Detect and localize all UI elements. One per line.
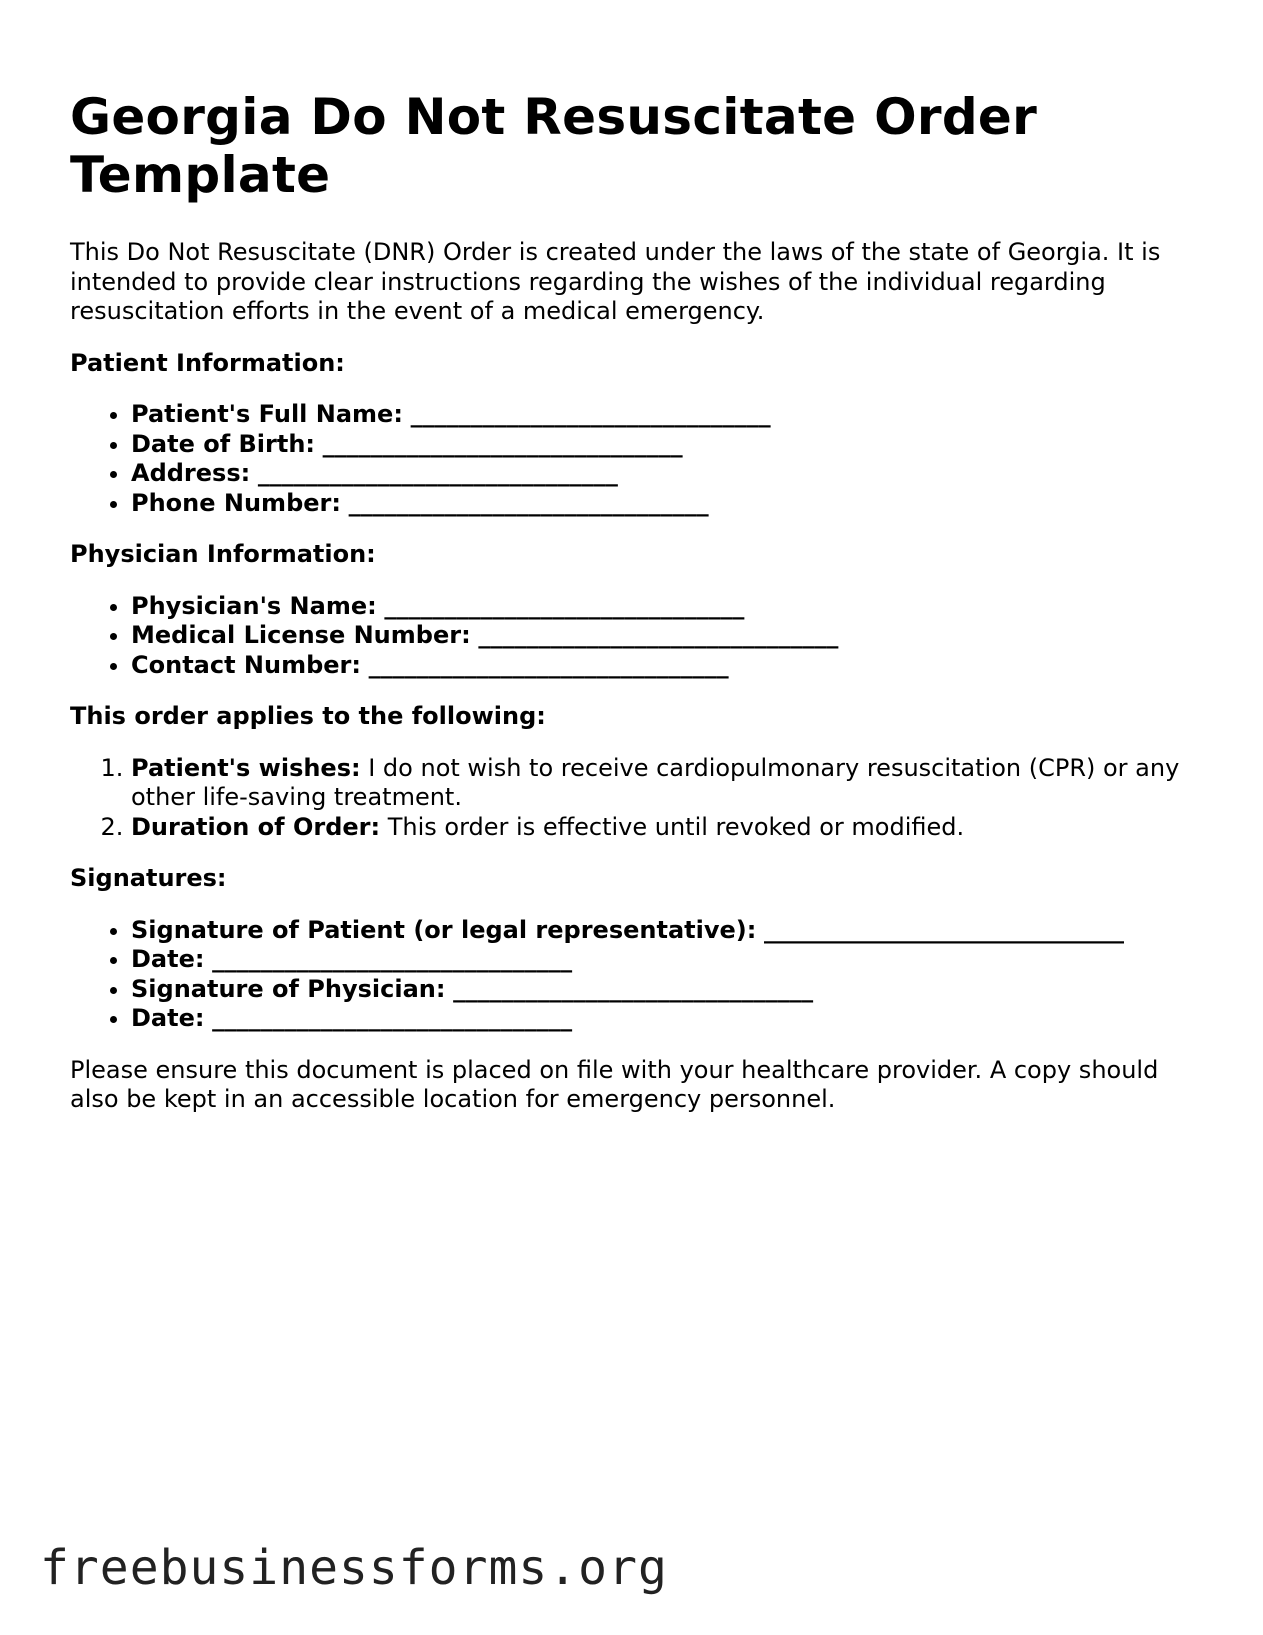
signature-fields-list — [70, 916, 1200, 1034]
field-label: Signature of Patient (or legal representative): — [131, 915, 757, 944]
fill-in-blank[interactable]: ______________________________ — [763, 915, 1124, 944]
patient-name-field — [131, 400, 1200, 430]
address-field — [131, 459, 1200, 489]
field-label: Medical License Number: — [131, 621, 471, 649]
duration-item — [131, 813, 1200, 843]
physician-signature-field — [131, 975, 1200, 1005]
fill-in-blank[interactable]: ______________________________ — [322, 429, 683, 458]
field-label: Date: — [131, 1004, 205, 1032]
field-label: Date of Birth: — [131, 429, 316, 458]
patient-section-heading: Patient Information: — [70, 348, 345, 377]
item-text: I do not wish to receive cardiopulmonary resuscitation (CPR) or any other life-saving treatment. — [131, 753, 1180, 811]
physician-name-field — [131, 592, 1200, 622]
date-of-birth-field — [131, 430, 1200, 460]
contact-number-field — [131, 651, 1200, 681]
fill-in-blank[interactable]: ______________________________ — [410, 400, 771, 428]
fill-in-blank[interactable]: ______________________________ — [212, 1004, 573, 1032]
closing-paragraph: Please ensure this document is placed on file with your healthcare provider. A copy should also be kept in an accessible location for emergency personnel. — [70, 1055, 1159, 1113]
watermark-text: freebusinessforms.org — [40, 1540, 668, 1596]
order-section-heading: This order applies to the following: — [70, 702, 546, 730]
physician-fields-list — [70, 592, 1200, 681]
phone-number-field — [131, 489, 1200, 519]
item-text: This order is effective until revoked or modified. — [380, 812, 965, 841]
field-label: Phone Number: — [131, 488, 341, 517]
fill-in-blank[interactable]: ______________________________ — [368, 650, 729, 679]
physician-date-field — [131, 1004, 1200, 1034]
fill-in-blank[interactable]: ______________________________ — [453, 974, 814, 1003]
physician-section-heading: Physician Information: — [70, 540, 376, 568]
field-label: Contact Number: — [131, 650, 361, 679]
patient-fields-list — [70, 400, 1200, 518]
medical-license-field — [131, 621, 1200, 651]
document-page — [70, 88, 1200, 1115]
field-label: Patient's Full Name: — [131, 400, 403, 428]
patient-date-field — [131, 945, 1200, 975]
field-label: Signature of Physician: — [131, 974, 446, 1003]
field-label: Physician's Name: — [131, 591, 377, 620]
intro-paragraph: This Do Not Resuscitate (DNR) Order is created under the laws of the state of Georgia. It is intended to provide clear instructions regarding the wishes of the individual regarding resuscitation efforts in the event of a medical emergency. — [70, 238, 1161, 325]
fill-in-blank[interactable]: ______________________________ — [257, 459, 618, 487]
field-label: Address: — [131, 459, 251, 487]
order-items-list — [70, 754, 1200, 843]
patient-wishes-item — [131, 754, 1200, 813]
signatures-section-heading: Signatures: — [70, 864, 227, 892]
fill-in-blank[interactable]: ______________________________ — [384, 591, 745, 620]
field-label: Date: — [131, 945, 205, 973]
item-label: Patient's wishes: — [131, 753, 361, 782]
fill-in-blank[interactable]: ______________________________ — [478, 621, 839, 649]
document-title: Georgia Do Not Resuscitate Order Template — [70, 88, 1038, 204]
fill-in-blank[interactable]: ______________________________ — [212, 945, 573, 973]
patient-signature-field — [131, 916, 1200, 946]
fill-in-blank[interactable]: ______________________________ — [348, 488, 709, 517]
item-label: Duration of Order: — [131, 812, 381, 841]
